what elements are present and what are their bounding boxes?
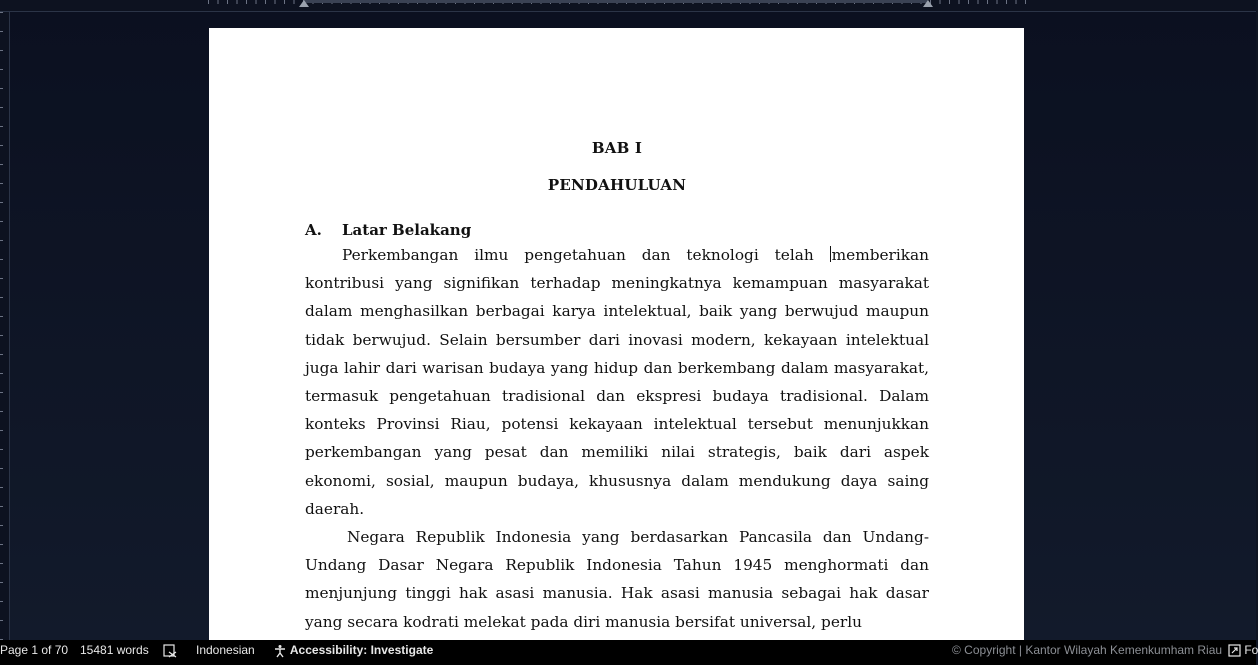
chapter-title[interactable]: PENDAHULUAN (547, 176, 687, 194)
paragraph-1-rest: memberikan kontribusi yang signifikan terhadap meningkatnya kemampuan masyarakat dalam menghasilkan berbagai karya intelektual, baik yang berwujud maupun tidak berwujud. Selain bersumber dari inovasi modern, kekayaan intelektual juga lahir dari warisan budaya yang hidup dan berkembang dalam masyarakat, termasuk pengetahuan tradisional dan ekspresi budaya tradisional. Dalam konteks Provinsi Riau, potensi kekayaan intelektual tersebut menunjukkan perkembangan yang pesat dan memiliki nilai strategis, baik dari aspek ekonomi, sosial, maupun budaya, khususnya dalam mendukung daya saing daerah. (305, 246, 929, 518)
accessibility-label: Accessibility: Investigate (289, 643, 434, 657)
accessibility-status[interactable] (273, 640, 433, 665)
section-heading[interactable] (305, 221, 471, 239)
proofing-check-icon[interactable] (163, 640, 177, 665)
vertical-ruler[interactable] (0, 12, 10, 640)
horizontal-ruler[interactable] (0, 0, 1256, 12)
document-page[interactable] (209, 28, 1024, 640)
page-count[interactable]: Page 1 of 70 (0, 643, 69, 657)
ruler-text-area (304, 0, 928, 3)
paragraph-1-start: Perkembangan ilmu pengetahuan dan teknologi telah (342, 246, 830, 264)
focus-icon (1228, 644, 1241, 657)
paragraph-2[interactable]: Negara Republik Indonesia yang berdasarkan Pancasila dan Undang-Undang Dasar Negara Republik Indonesia Tahun 1945 menghormati dan menjunjung tinggi hak asasi manusia. Hak asasi manusia sebagai hak dasar yang secara kodrati melekat pada diri manusia bersifat universal, perlu (305, 528, 929, 631)
accessibility-icon (273, 644, 287, 658)
paragraph-1[interactable] (305, 241, 929, 523)
section-number: A. (305, 221, 322, 239)
chapter-number[interactable]: BAB I (591, 139, 643, 157)
vertical-ruler-ticks (0, 12, 3, 640)
focus-mode[interactable] (1228, 640, 1258, 665)
word-count[interactable]: 15481 words (80, 643, 149, 657)
text-cursor (830, 246, 831, 262)
status-bar (0, 640, 1256, 665)
focus-label: Fo (1244, 643, 1258, 657)
language[interactable]: Indonesian (196, 643, 255, 657)
section-title: Latar Belakang (342, 221, 472, 239)
copyright-text: © Copyright | Kantor Wilayah Kemenkumham Riau (952, 643, 1223, 657)
